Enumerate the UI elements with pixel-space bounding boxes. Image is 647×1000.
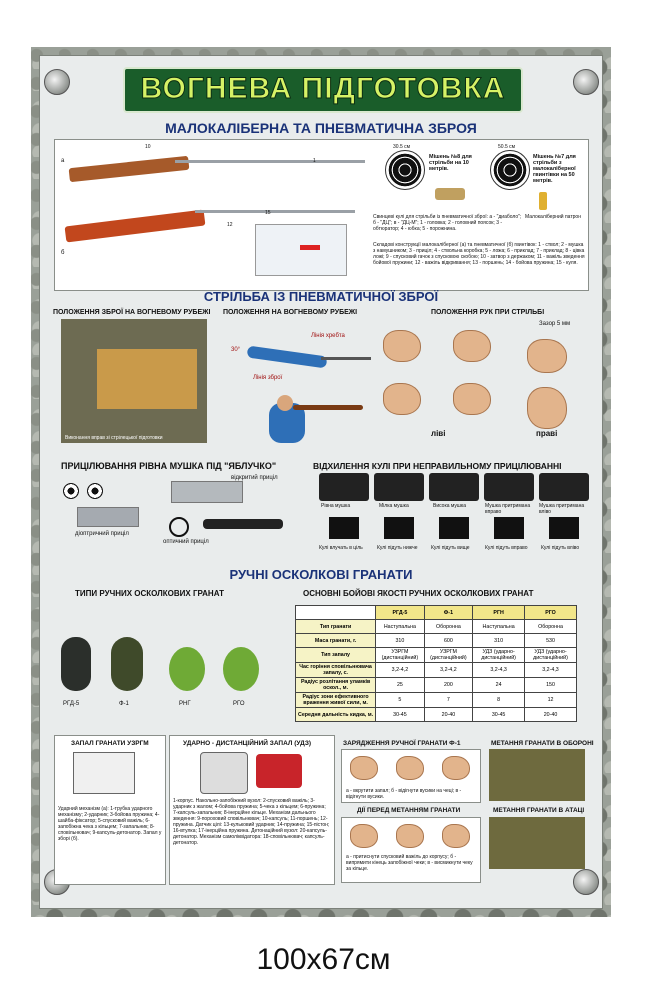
kneeling-shooter-figure bbox=[263, 395, 373, 445]
air-rifle-barrel bbox=[195, 210, 355, 213]
fist-image bbox=[527, 387, 567, 429]
gap-label: Зазор 5 мм bbox=[539, 321, 571, 327]
caption-hands: ПОЛОЖЕННЯ РУК ПРИ СТРІЛЬБІ bbox=[431, 309, 545, 316]
hand-grip-image bbox=[527, 339, 567, 373]
small-caliber-rifle-barrel bbox=[175, 160, 365, 163]
grenade-f1-image bbox=[111, 637, 143, 691]
weapon-line-label: Лінія зброї bbox=[253, 375, 283, 381]
left-hands-label: ліві bbox=[431, 429, 446, 438]
deviation-case: Висока мушка bbox=[433, 503, 467, 509]
air-rifle-stock bbox=[65, 210, 206, 243]
hand-image bbox=[350, 824, 378, 848]
target-silhouette bbox=[329, 517, 359, 539]
table-cell: УДЗ (ударно-дистанційний) bbox=[525, 648, 577, 663]
fuse-uds-text: 1-корпус. Накольно-запобіжний вузол: 2-спусковий важіль; 3-ударник з жалом; 4-бойова пружина; 5-чека з кільцем; 6-пружина; 7-капсуль-запальник; 8-інерційне кільце. Механізм дальнього зведення: 9-пороховий сповільнювач; 10-капсуль; 11-поршень; 12-пружина. Датчик цілі: 13-кульковий ударник; 14-пружина; 15-пістон; 16-втулка; 17-інерційна пружина. Детонаційний вузол: 20-капсуль-детонатор. Механізм самоліквідатора: 18-сповільнювач; капсуль-детонатор. bbox=[173, 798, 330, 846]
deviation-result: Кулі підуть вправо bbox=[485, 545, 528, 551]
rifles-panel bbox=[54, 139, 589, 291]
grenade-rgd5-image bbox=[61, 637, 91, 691]
table-surface bbox=[97, 349, 197, 409]
throw-defense-title: МЕТАННЯ ГРАНАТИ В ОБОРОНІ bbox=[491, 740, 594, 747]
target-7-caption: Мішень №7 для стрільби з малокаліберної гвинтівки на 50 метрів. bbox=[533, 154, 576, 184]
rifle-parts-caption: Складові конструкції малокаліберної (а) та пневматичної (б) гвинтівок: 1 - ствол; 2 - мушка з намушником; 3 - приціл; 4 - ствольна коробка; 5 - ложа; 6 - приклад; 7 - приклад; 8 - цівка ложі; 9 - спусковий гачок з спусковою скобою; 10 - затвор з держаком; 11 - важіль зведення бойової пружини; 12 - важіль відкривання; 13 - поршень; 14 - бойова пружина; 15 - куля. bbox=[373, 242, 585, 266]
table-row bbox=[296, 678, 577, 693]
title-banner bbox=[123, 67, 523, 113]
table-cell: 30-45 bbox=[376, 708, 425, 722]
table-cell: 530 bbox=[525, 634, 577, 648]
row-label: Середня дальність кидка, м. bbox=[296, 708, 376, 722]
table-cell: 310 bbox=[376, 634, 425, 648]
column-header: РГО bbox=[525, 606, 577, 620]
hand-image bbox=[396, 756, 424, 780]
poster bbox=[31, 47, 611, 917]
optical-sight-label: оптичний приціл bbox=[163, 539, 209, 545]
column-header: РГН bbox=[473, 606, 525, 620]
pellets-image bbox=[435, 188, 465, 200]
target-8 bbox=[385, 150, 425, 190]
bullets-caption: Свинцеві кулі для стрільби із пневматичної зброї: а - "диаболо"; б - "ДЦ"; в - "ДЦ-М"; 1 - головка; 2 - головний поясок; 3 - обтюратор; 4 - юбка; 5 - порожнина. bbox=[373, 214, 522, 232]
open-sight-label: відкритий приціл bbox=[231, 475, 278, 481]
table-cell: Оборонна bbox=[424, 620, 473, 634]
grenade-type-label: РГД-5 bbox=[63, 701, 80, 707]
throw-defense-image bbox=[489, 749, 585, 801]
target-7 bbox=[490, 150, 530, 190]
actions-panel bbox=[341, 817, 481, 883]
grenade-table bbox=[295, 605, 577, 722]
table-row bbox=[296, 648, 577, 663]
loading-caption: а - вкрутити запал; б - відігнути вусики на чеці; в - відігнути вусики. bbox=[346, 788, 462, 800]
table-cell: Наступальна bbox=[473, 620, 525, 634]
grenade-type-label: Ф-1 bbox=[119, 701, 129, 707]
optical-sight-image bbox=[203, 519, 283, 529]
loading-title: ЗАРЯДЖЕННЯ РУЧНОЇ ГРАНАТИ Ф-1 bbox=[343, 740, 461, 747]
row-label: Тип запалу bbox=[296, 648, 376, 663]
table-cell: 24 bbox=[473, 678, 525, 693]
poster-title: ВОГНЕВА ПІДГОТОВКА bbox=[140, 72, 506, 105]
corner-bolt bbox=[44, 69, 70, 95]
rifle bbox=[293, 405, 363, 410]
caption-firing-line: ПОЛОЖЕННЯ ЗБРОЇ НА ВОГНЕВОМУ РУБЕЖІ bbox=[53, 309, 211, 316]
air-rifle-cross-section bbox=[255, 224, 347, 276]
section-air-shooting: СТРІЛЬБА ІЗ ПНЕВМАТИЧНОЇ ЗБРОЇ bbox=[203, 289, 439, 304]
uds-diagram bbox=[256, 754, 302, 788]
table-cell: 8 bbox=[473, 693, 525, 708]
table-cell: УЗРГМ (дистанційний) bbox=[424, 648, 473, 663]
target-silhouette bbox=[549, 517, 579, 539]
row-label: Час горіння сповільнювача запалу, с. bbox=[296, 663, 376, 678]
actions-title: ДІЇ ПЕРЕД МЕТАННЯМ ГРАНАТИ bbox=[357, 807, 461, 814]
table-cell: Оборонна bbox=[525, 620, 577, 634]
rifles-on-table-photo bbox=[61, 319, 207, 443]
target-size: 30.5 см bbox=[393, 144, 411, 150]
deviation-result: Кулі підуть вище bbox=[431, 545, 470, 551]
front-sight-view bbox=[319, 473, 369, 501]
fuse-uzrgm-panel bbox=[54, 735, 166, 885]
table-row bbox=[296, 620, 577, 634]
aim-circle-icon bbox=[63, 483, 79, 499]
deviation-case: Мілка мушка bbox=[379, 503, 409, 509]
grenade-rgo-image bbox=[223, 647, 259, 691]
section-small-arms: МАЛОКАЛІБЕРНА ТА ПНЕВМАТИЧНА ЗБРОЯ bbox=[165, 120, 477, 136]
table-cell: 12 bbox=[525, 693, 577, 708]
fuse-uzrgm-title: ЗАПАЛ ГРАНАТИ УЗРГМ bbox=[71, 740, 149, 747]
table-cell: Наступальна bbox=[376, 620, 425, 634]
hand-image bbox=[453, 330, 491, 362]
deviation-result: Кулі підуть вліво bbox=[541, 545, 580, 551]
hand-image bbox=[396, 824, 424, 848]
hand-image bbox=[442, 824, 470, 848]
arrow-icon bbox=[300, 245, 320, 250]
table-cell: 20-40 bbox=[525, 708, 577, 722]
deviation-grid bbox=[319, 473, 594, 559]
grenade-type-label: РГО bbox=[233, 701, 245, 707]
table-cell: 30-45 bbox=[473, 708, 525, 722]
target-silhouette bbox=[494, 517, 524, 539]
caption-body-position: ПОЛОЖЕННЯ НА ВОГНЕВОМУ РУБЕЖІ bbox=[223, 309, 358, 316]
table-cell: 20-40 bbox=[424, 708, 473, 722]
part-number: 1 bbox=[313, 158, 316, 164]
fuse-uds-title: УДАРНО - ДИСТАНЦІЙНИЙ ЗАПАЛ (УДЗ) bbox=[183, 740, 312, 747]
table-cell: УДЗ (ударно-дистанційний) bbox=[473, 648, 525, 663]
angle-label: 30° bbox=[231, 347, 241, 353]
target-silhouette bbox=[439, 517, 469, 539]
table-row bbox=[296, 663, 577, 678]
table-cell: 3,2-4,3 bbox=[525, 663, 577, 678]
rifle-line bbox=[321, 357, 371, 360]
size-label: 100х67см bbox=[256, 943, 391, 976]
front-sight-view bbox=[429, 473, 479, 501]
throw-attack-image bbox=[489, 817, 585, 869]
target-size: 50.5 см bbox=[498, 144, 516, 150]
part-number: 10 bbox=[145, 144, 151, 150]
loading-panel bbox=[341, 749, 481, 803]
row-label: Маса гранати, г. bbox=[296, 634, 376, 648]
table-cell: УЗРГМ (дистанційний) bbox=[376, 648, 425, 663]
prone-shooter-figure bbox=[231, 333, 371, 373]
column-header: РГД-5 bbox=[376, 606, 425, 620]
table-cell: 25 bbox=[376, 678, 425, 693]
crosshair-icon bbox=[169, 517, 189, 537]
fuse-uds-panel bbox=[169, 735, 335, 885]
corner-bolt bbox=[573, 869, 599, 895]
table-cell: 310 bbox=[473, 634, 525, 648]
column-header: Ф-1 bbox=[424, 606, 473, 620]
row-label: Радіус розлітання уламків оскол., м. bbox=[296, 678, 376, 693]
front-sight-view bbox=[484, 473, 534, 501]
table-row bbox=[296, 708, 577, 722]
deviation-case: Мушка притримана вліво bbox=[539, 503, 585, 515]
spine-line-label: Лінія хребта bbox=[311, 333, 345, 339]
throw-attack-title: МЕТАННЯ ГРАНАТИ В АТАЦІ bbox=[493, 807, 585, 814]
table-cell: 3,2-4,2 bbox=[424, 663, 473, 678]
table-cell: 200 bbox=[424, 678, 473, 693]
table-cell: 150 bbox=[525, 678, 577, 693]
diopter-sight-image bbox=[77, 507, 139, 527]
part-number: 15 bbox=[265, 210, 271, 216]
table-cell: 3,2-4,2 bbox=[376, 663, 425, 678]
hand-image bbox=[350, 756, 378, 780]
grenade-rng-image bbox=[169, 647, 205, 691]
table-cell: 3,2-4,3 bbox=[473, 663, 525, 678]
deviation-result: Кулі підуть нижче bbox=[377, 545, 418, 551]
uds-diagram bbox=[200, 752, 248, 794]
grenade-types-title: ТИПИ РУЧНИХ ОСКОЛКОВИХ ГРАНАТ bbox=[75, 589, 224, 598]
front-sight-view bbox=[374, 473, 424, 501]
deviation-title: ВІДХИЛЕННЯ КУЛІ ПРИ НЕПРАВИЛЬНОМУ ПРИЦІЛЮВАННІ bbox=[313, 461, 562, 471]
section-grenades: РУЧНІ ОСКОЛКОВІ ГРАНАТИ bbox=[229, 567, 413, 582]
row-label: Радіус зони ефективного враження живої сили, м. bbox=[296, 693, 376, 708]
part-number: 12 bbox=[227, 222, 233, 228]
cartridge-label: Малокаліберний патрон bbox=[525, 214, 581, 220]
cartridge-image bbox=[539, 192, 547, 210]
shooter-body bbox=[247, 345, 328, 368]
hand-image bbox=[453, 383, 491, 415]
table-cell: 5 bbox=[376, 693, 425, 708]
aiming-title: ПРИЦІЛЮВАННЯ РІВНА МУШКА ПІД "ЯБЛУЧКО" bbox=[61, 461, 277, 471]
open-sight-image bbox=[171, 481, 243, 503]
row-label: Тип гранати bbox=[296, 620, 376, 634]
small-caliber-rifle-stock bbox=[69, 156, 190, 182]
front-sight-view bbox=[539, 473, 589, 501]
table-header-row bbox=[296, 606, 577, 620]
aim-circle-icon bbox=[87, 483, 103, 499]
hand-image bbox=[442, 756, 470, 780]
shooter-head bbox=[277, 395, 293, 411]
table-cell: 7 bbox=[424, 693, 473, 708]
fuse-diagram bbox=[73, 752, 135, 794]
hand-image bbox=[383, 383, 421, 415]
deviation-result: Кулі влучать в ціль bbox=[319, 545, 363, 551]
actions-caption: а - притиснути спусковий важіль до корпусу; б - випрямити кінець запобіжної чеки; в - висмикнути чеку за кільце. bbox=[346, 854, 473, 872]
grenade-type-label: РНГ bbox=[179, 701, 191, 707]
table-row bbox=[296, 693, 577, 708]
grenade-table-title: ОСНОВНІ БОЙОВІ ЯКОСТІ РУЧНИХ ОСКОЛКОВИХ ГРАНАТ bbox=[303, 589, 534, 598]
fuse-uzrgm-text: Ударний механізм (а): 1-трубка ударного механізму; 2-ударник; 3-бойова пружина; 4-шайба-фіксатор; 5-спусковий важіль; 6-запобіжна чека з кільцем; 7-запальник; 8-сповільнювач; 9-капсуль-детонатор. Запал у зборі (б). bbox=[58, 806, 162, 842]
table-cell: 600 bbox=[424, 634, 473, 648]
corner-bolt bbox=[573, 69, 599, 95]
right-hands-label: праві bbox=[536, 429, 558, 438]
target-silhouette bbox=[384, 517, 414, 539]
hand-image bbox=[383, 330, 421, 362]
photo-caption: Виконання вправ зі стрілецької підготовки bbox=[65, 435, 163, 441]
table-corner bbox=[296, 606, 376, 620]
target-8-caption: Мішень №8 для стрільби на 10 метрів. bbox=[429, 154, 472, 172]
deviation-case: Рівна мушка bbox=[321, 503, 351, 509]
label-b: б bbox=[61, 250, 65, 256]
table-row bbox=[296, 634, 577, 648]
label-a: а bbox=[61, 158, 65, 164]
diopter-sight-label: діоптричний приціл bbox=[75, 531, 129, 537]
deviation-case: Мушка притримана вправо bbox=[485, 503, 531, 515]
